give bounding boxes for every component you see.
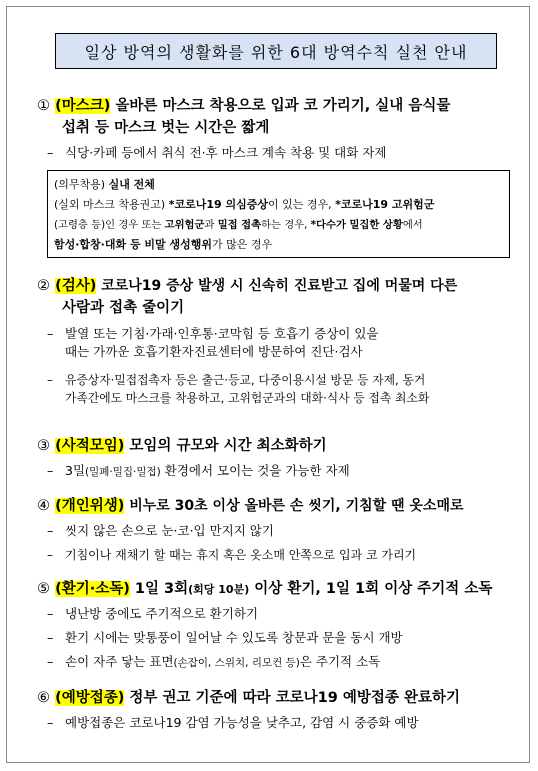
mask-box-l1a: (의무착용)	[54, 178, 109, 191]
rule-4-tag: (개인위생)	[55, 498, 125, 514]
mask-box-l3g: 에서	[402, 219, 423, 231]
rule-6-tag: (예방접종)	[55, 690, 125, 706]
rule-5-number: ⑤	[37, 581, 50, 597]
rule-1-bullet-1	[47, 144, 517, 162]
bullet-dash: –	[47, 654, 54, 669]
mask-box-l1b: 실내 전체	[108, 178, 155, 191]
rule-2-bullet-2	[47, 371, 517, 407]
mask-box-l3a: (고령층 등)인 경우 또는	[54, 219, 165, 231]
rule-4-heading	[37, 495, 515, 517]
rule-5-bullet-3-a: 손이 자주 닿는 표면	[65, 654, 174, 669]
rule-1-line1: 올바른 마스크 착용으로 입과 코 가리기, 실내 음식물	[110, 98, 451, 114]
rule-6-heading	[37, 687, 515, 709]
mask-box-l3b: 고위험군	[164, 219, 205, 231]
mask-box-l2c: 이 있는 경우,	[268, 198, 336, 211]
bullet-dash: –	[47, 548, 53, 562]
mask-box-line-2	[54, 195, 503, 215]
rule-4-bullet-1-text: 씻지 않은 손으로 눈·코·입 만지지 않기	[65, 523, 274, 538]
mask-box-l4a: 함성·합창·대화 등 비말 생성행위	[54, 238, 212, 251]
rule-5-line1-b: (회당 10분)	[188, 583, 250, 596]
mask-box-l3f: *다수가 밀집한 상황	[310, 219, 403, 231]
rule-5-tag: (환기·소독)	[55, 581, 130, 597]
rule-3-bullet-1	[47, 462, 517, 481]
rule-6-bullet-1-text: 예방접종은 코로나19 감염 가능성을 낮추고, 감염 시 중증화 예방	[65, 715, 419, 730]
mask-box-l3d: 밀접 접촉	[217, 219, 262, 231]
mask-box-l3c: 과	[204, 219, 218, 231]
rule-1-tag: (마스크)	[55, 98, 111, 114]
rule-2-tag: (검사)	[55, 278, 97, 294]
page-title-text: 일상 방역의 생활화를 위한 6대 방역수칙 실천 안내	[84, 42, 468, 62]
mask-box-l4b: 가 많은 경우	[211, 238, 273, 251]
mask-box-line-4	[54, 235, 503, 255]
bullet-dash: –	[47, 373, 53, 387]
bullet-dash: –	[47, 523, 54, 538]
mask-box-l2d: *코로나19 고위험군	[335, 198, 435, 211]
rule-4-line1: 비누로 30초 이상 올바른 손 씻기, 기침할 땐 옷소매로	[124, 498, 464, 514]
mask-box-l2b: *코로나19 의심증상	[168, 198, 268, 211]
rule-5-bullet-3	[47, 653, 517, 672]
mask-box-l3e: 하는 경우,	[261, 219, 311, 231]
rule-5-bullet-3-b: (손잡이, 스위치, 리모컨 등)	[173, 657, 300, 669]
bullet-dash: –	[47, 326, 54, 341]
rule-2-bullet-1	[47, 325, 517, 361]
bullet-dash: –	[47, 145, 54, 160]
bullet-dash: –	[47, 606, 54, 621]
rule-1-bullet-1-text: 식당·카페 등에서 취식 전·후 마스크 계속 착용 및 대화 자제	[65, 145, 387, 160]
rule-3-tag: (사적모임)	[55, 438, 125, 454]
rule-2-heading	[37, 275, 515, 319]
rule-5-bullet-1-text: 냉난방 중에도 주기적으로 환기하기	[65, 606, 259, 621]
rule-3-heading	[37, 435, 515, 457]
rule-4-number: ④	[37, 498, 50, 514]
bullet-dash: –	[47, 463, 54, 478]
rule-3-line1: 모임의 규모와 시간 최소화하기	[124, 438, 327, 454]
rule-2-number: ②	[37, 278, 50, 294]
rule-6-number: ⑥	[37, 690, 50, 706]
rule-3-bullet-1-b: (밀폐·밀집·밀접)	[85, 466, 161, 478]
rule-2-bullet-1-line-2: 때는 가까운 호흡기환자진료센터에 방문하여 진단·검사	[65, 344, 363, 359]
mask-guideline-box	[47, 170, 510, 258]
rule-2-bullet-2-line-1: 유증상자·밀접접촉자 등은 출근·등교, 다중이용시설 방문 등 자제, 동거	[65, 373, 426, 387]
rule-3-number: ③	[37, 438, 50, 454]
rule-5-bullet-2	[47, 629, 517, 647]
rule-2-line1: 코로나19 증상 발생 시 신속히 진료받고 집에 머물며 다른	[96, 278, 458, 294]
rule-2-bullet-1-line-1: 발열 또는 기침·가래·인후통·코막힘 등 호흡기 증상이 있을	[65, 326, 379, 341]
rule-5-line1-c: 이상 환기, 1일 1회 이상 주기적 소독	[249, 581, 493, 597]
rule-5-line1-a: 1일 3회	[129, 581, 189, 597]
rule-6-bullet-1	[47, 714, 517, 732]
mask-box-l2a: (실외 마스크 착용권고)	[54, 198, 169, 211]
rule-1-heading	[37, 95, 515, 139]
bullet-dash: –	[47, 715, 54, 730]
rule-5-bullet-1	[47, 605, 517, 623]
rule-1-line2: 섭취 등 마스크 벗는 시간은 짧게	[62, 120, 270, 136]
page-title	[55, 33, 497, 69]
rule-1-number: ①	[37, 98, 50, 114]
rule-4-bullet-2-text: 기침이나 재채기 할 때는 휴지 혹은 옷소매 안쪽으로 입과 코 가리기	[65, 548, 417, 562]
rule-5-heading	[37, 578, 515, 601]
rule-4-bullet-2	[47, 546, 517, 564]
rule-5-bullet-3-c: 은 주기적 소독	[299, 654, 381, 669]
rule-3-bullet-1-a: 3밀	[65, 463, 86, 478]
rule-6-line1: 정부 권고 기준에 따라 코로나19 예방접종 완료하기	[124, 690, 461, 706]
document-page	[6, 6, 530, 763]
rule-2-bullet-2-line-2: 가족간에도 마스크를 착용하고, 고위험군과의 대화·식사 등 접촉 최소화	[65, 391, 430, 405]
rule-3-bullet-1-c: 환경에서 모이는 것을 가능한 자제	[160, 463, 350, 478]
rule-4-bullet-1	[47, 522, 517, 540]
mask-box-line-1	[54, 175, 503, 195]
mask-box-line-3	[54, 215, 503, 235]
bullet-dash: –	[47, 630, 54, 645]
rule-5-bullet-2-text: 환기 시에는 맞통풍이 일어날 수 있도록 창문과 문을 동시 개방	[65, 630, 403, 645]
rule-2-line2: 사람과 접촉 줄이기	[62, 300, 185, 316]
